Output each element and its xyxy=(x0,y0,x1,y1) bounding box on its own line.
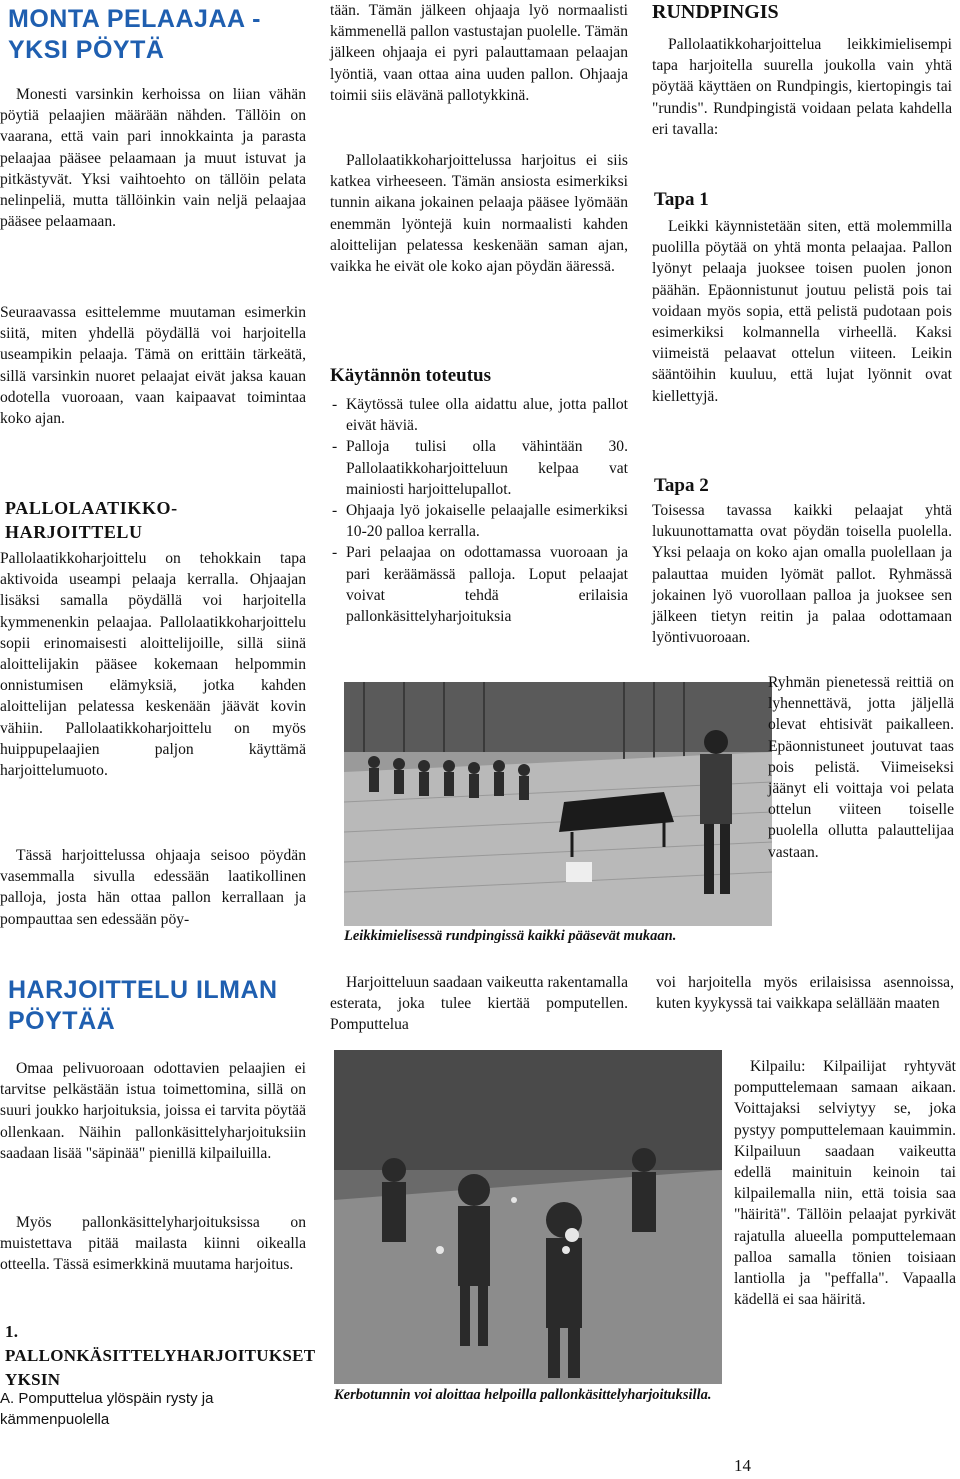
photo-rundpingis-image xyxy=(344,682,772,926)
exercise-a: A. Pomputtelua ylöspäin rysty ja kämmenpuolella xyxy=(0,1390,214,1429)
list-item: - Pari pelaajaa on odottamassa vuoroaan ja pari keräämässä palloja. Loput pelaajat voivat tehdä erilaisia pallonkäsittelyharjoituksia xyxy=(330,542,628,627)
list-item: - Käytössä tulee olla aidattu alue, jotta pallot eivät häviä. xyxy=(330,394,628,436)
article-title: MONTA PELAAJAA - YKSI PÖYTÄ xyxy=(8,5,261,64)
photo-caption-2: Kerbotunnin voi aloittaa helpoilla pallonkäsittelyharjoituksilla. xyxy=(334,1387,712,1403)
section-heading-pallolaatikko: PALLOLAATIKKO-HARJOITTELU xyxy=(5,498,178,542)
pelivuoro-paragraph: Omaa pelivuoroaan odottavien pelaajien ei tarvitse pelkästään istua toimettomina, sillä on suuri joukko harjoituksia, joissa ei tarvita pöytää ollenkaan. Näihin pallonkäsittelyharjoituksiin saadaan lisää "säpinää" pienillä kilpailuilla. xyxy=(0,1060,306,1162)
no-interruption-paragraph: Pallolaatikkoharjoittelussa harjoitus ei siis katkea virheeseen. Tämän ansiosta esimerkiksi tunnin aikana jokainen pelaaja pääsee lyömään enemmän lyöntejä kuin normaalisti kahden aloittelijan pelatessa keskenään saman ajan, vaikka he eivät ole koko ajan pöydän ääressä. xyxy=(330,152,628,276)
subsection-heading-yksin: 1. PALLONKÄSITTELYHARJOITUKSET YKSIN xyxy=(5,1322,316,1389)
tapa-2-heading: Tapa 2 xyxy=(654,475,709,496)
photo-pallonkasittely-image xyxy=(334,1050,722,1384)
pallolaatikko-paragraph: Pallolaatikkoharjoittelu on tehokkain tapa aktivoida useampi pelaaja kerralla. Ohjaajan lisäksi samalla pöydällä voi harjoitella kymmenenkin pelaajaa. Pallolaatikkoharjoittelu sopii erinomaisesti aloittelijoille, sillä siinä aloittelijakin pääsee kokemaan helpommin onnistumisen elämyksiä, jotka kahden aloittelijan pelatessa keskenään jäävät kovin vähiin. Pallolaatikkoharjoittelu on myös huippupelaajien paljon käyttämä harjoittelumuoto. xyxy=(0,550,306,780)
rundpingis-intro: Pallolaatikkoharjoittelua leikkimielisempi tapa harjoitella suurella joukolla vain yhtä pöytää käyttäen on Rundpingis, kiertopingis tai "rundis". Rundpingistä voidaan pelata kahdella eri tavalla: xyxy=(652,36,952,138)
kilpailu-paragraph: Kilpailu: Kilpailijat ryhtyvät pomputtelemaan samaan aikaan. Voittajaksi selviytyy se, joka pystyy pomputtelemaan kauimmin. Kilpailuun saadaan vaikeutta edellä mainituin keinoin tai kilpailemalla niin, että toisia saa "häiritä". Tällöin pelaajat pyrkivät rajatulla alueella pomputtelemaan palloa samalla tönien toisiaan lantiolla ja "peffalla". Vapaalla kädellä ei saa häiritä. xyxy=(734,1058,956,1309)
tapa-1-paragraph: Leikki käynnistetään siten, että molemmilla puolilla pöytää on yhtä monta pelaajaa. Pallon lyönyt pelaaja juoksee toisen puolen jonon päähän. Epäonnistunut joutuu pelistä pois tai voidaan myös sopia, että pelistä pudotaan pois esimerkiksi kolmannella virheellä. Kaksi viimeistä pelaavat ottelun viiteen. Leikin sääntöihin kuuluu, että lujat lyönnit ovat kiellettyjä. xyxy=(652,218,952,405)
otteella-paragraph: Myös pallonkäsittelyharjoituksissa on muistettava pitää mailasta kiinni oikealla otteella. Tässä esimerkkinä muutama harjoitus. xyxy=(0,1214,306,1274)
page-number: 14 xyxy=(734,1456,751,1475)
photo-caption-1: Leikkimielisessä rundpingissä kaikki pääsevät mukaan. xyxy=(344,928,677,944)
list-item: - Palloja tulisi olla vähintään 30. Pallolaatikkoharjoitteluun kelpaa vat mainiosti harjoittelupallot. xyxy=(330,436,628,500)
photo-pallonkasittely xyxy=(334,1050,722,1384)
column-1 xyxy=(8,4,308,66)
tapa-1-heading: Tapa 1 xyxy=(654,189,709,210)
tapa-2-paragraph-cont: Ryhmän pienetessä reittiä on lyhennettävä, jotta jäljellä olevat ehtisivät paikalleen. Epäonnistuneet joutuvat taas pois pelistä. Viimeiseksi jäänyt eli voittaja voi pelata ottelun viiteen toiselle puolella ollutta palauttelijaa vastaan. xyxy=(768,674,954,861)
intro-paragraph: Monesti varsinkin kerhoissa on liian vähän pöytiä pelaajien määrään nähden. Tällöin on vaarana, että vain pari innokkainta ja parasta pelaajaa pääsee pelaamaan ja muut istuvat ja pitkästyvät. Yksi vaihtoehto on tällöin pelata nelinpeliä, mutta tällöinkin vain neljä pelaajaa pääsee pelaamaan. xyxy=(0,86,306,231)
asennot-paragraph: voi harjoitella myös erilaisissa asennoissa, kuten kyykyssä tai vaikkapa selällään maaten xyxy=(656,974,954,1013)
practical-list xyxy=(330,394,628,627)
section-title-ilman-poytaa: HARJOITTELU ILMAN PÖYTÄÄ xyxy=(8,976,278,1035)
tapa-2-paragraph: Toisessa tavassa kaikki pelaajat yhtä lukuunottamatta ovat pöydän toisella puolella. Yksi pelaaja on koko ajan omalla puolellaan ja palauttaa muiden lyömät pallot. Ryhmässä jokainen lyö vuorollaan palloa ja juoksee sen jälkeen tietyn reitin ja palaa odottamaan lyöntivuoroaan. xyxy=(652,502,952,647)
list-item: - Ohjaaja lyö jokaiselle pelaajalle esimerkiksi 10-20 palloa kerralla. xyxy=(330,500,628,542)
rundpingis-heading: RUNDPINGIS xyxy=(652,1,779,23)
esterata-paragraph: Harjoitteluun saadaan vaikeutta rakentamalla esterata, joka tulee kiertää pomputellen. Pomputtelua xyxy=(330,974,628,1034)
ohjaaja-paragraph: Tässä harjoittelussa ohjaaja seisoo pöydän vasemmalla sivulla edessään laatikollinen palloja, josta hän ottaa pallon kerrallaan ja pompauttaa sen edessään pöy- xyxy=(0,847,306,928)
photo-rundpingis xyxy=(344,682,772,926)
continuation-paragraph: tään. Tämän jälkeen ohjaaja lyö normaalisti kämmenellä pallon vastustajan puolelle. Tämän jälkeen ohjaaja ei pyri palauttamaan pelaajan lyöntiä, vaan ottaa aina uuden pallon. Ohjaaja toimii siis elävänä pallotykkinä. xyxy=(330,2,628,104)
examples-paragraph: Seuraavassa esittelemme muutaman esimerkin siitä, miten yhdellä pöydällä voi harjoitella useampikin pelaaja. Tämä on erittäin tärkeätä, sillä varsinkin nuoret pelaajat eivät jaksa kauan odotella vuoroaan, vaan kaipaavat toimintaa koko ajan. xyxy=(0,304,306,428)
practical-heading: Käytännön toteutus xyxy=(330,365,491,386)
